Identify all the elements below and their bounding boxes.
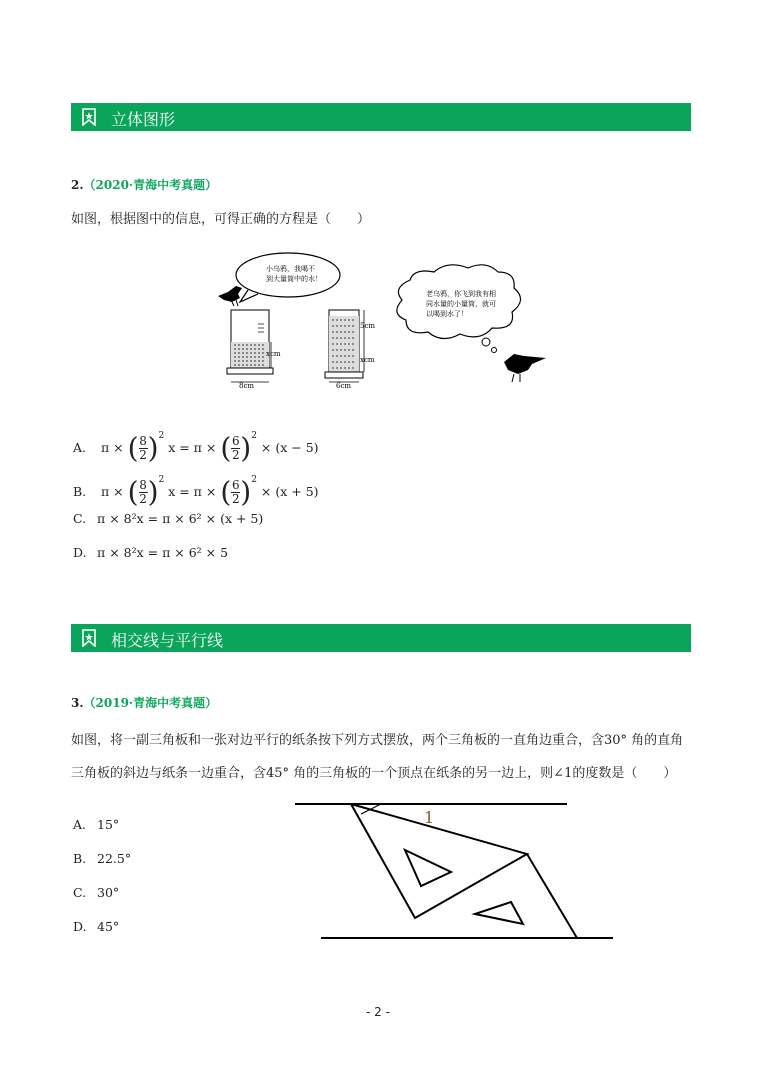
section-title: 立体图形: [111, 110, 176, 129]
page-number: - 2 -: [366, 1005, 390, 1019]
bookmark-star-icon: [82, 108, 96, 126]
option-a-formula: π × ( $\frac{8}{2}$ )$^2$ x = π × ( $\frac{6}{2}$ )$^2$ × (x − 5): [100, 431, 319, 465]
option-c-text: π × 8²x = π × 6² × (x + 5): [97, 511, 264, 526]
option-a[interactable]: A. π × ( $\frac{8}{2}$ )$^2$ x = π × ( $\frac{6}{2}$ )$^2$ × (x − 5): [73, 431, 319, 465]
question-source: （2020·青海中考真题）: [83, 178, 218, 192]
bubble2-text: 老乌鸦，你飞到我有相同水量的小量筒，就可以喝到水了！: [426, 290, 496, 318]
option-c[interactable]: C. π × 8²x = π × 6² × (x + 5): [73, 511, 264, 526]
question-text: 如图，根据图中的信息，可得正确的方程是（ ）: [71, 212, 371, 227]
option-d-text: π × 8²x = π × 6² × 5: [97, 545, 229, 560]
left-height-label: xcm: [266, 350, 281, 358]
option-a[interactable]: A. 15°: [73, 817, 120, 832]
question-header: [71, 694, 217, 711]
question-text-line2: 三角板的斜边与纸条一边重合，含45° 角的三角板的一个顶点在纸条的另一边上，则∠1的度数是（ ）: [71, 766, 677, 781]
left-width-label: 8cm: [239, 382, 255, 390]
section-header-intersecting-parallel-lines: [71, 624, 691, 652]
option-c[interactable]: C. 30°: [73, 885, 120, 900]
option-d[interactable]: D. π × 8²x = π × 6² × 5: [73, 545, 229, 560]
option-b[interactable]: B. π × ( $\frac{8}{2}$ )$^2$ x = π × ( $\frac{6}{2}$ )$^2$ × (x + 5): [73, 475, 319, 509]
section-title: 相交线与平行线: [111, 631, 224, 650]
section-header-solid-figures: [71, 103, 691, 131]
option-b-text: 22.5°: [97, 851, 132, 866]
question-header: [71, 176, 217, 193]
option-b[interactable]: B. 22.5°: [73, 851, 132, 866]
right-height-label: xcm: [360, 356, 375, 364]
bookmark-star-icon: [82, 629, 96, 647]
right-top-label: 5cm: [360, 322, 376, 330]
question-number: 3.: [71, 696, 84, 710]
question-text: [71, 728, 701, 786]
option-b-formula: π × ( $\frac{8}{2}$ )$^2$ x = π × ( $\frac{6}{2}$ )$^2$ × (x + 5): [100, 475, 319, 509]
angle-1-label: 1: [424, 808, 435, 827]
question-source: （2019·青海中考真题）: [83, 696, 218, 710]
cylinders-crow-figure: [214, 250, 552, 390]
right-width-label: 6cm: [336, 382, 352, 390]
option-c-text: 30°: [97, 885, 120, 900]
option-a-text: 15°: [97, 817, 120, 832]
question-number: 2.: [71, 178, 84, 192]
option-d[interactable]: D. 45°: [73, 919, 120, 934]
triangles-paper-strip-figure: [295, 800, 615, 945]
bubble1-text: 小乌鸦，我喝不到大量筒中的水！: [266, 265, 322, 283]
question-text-line1: 如图，将一副三角板和一张对边平行的纸条按下列方式摆放，两个三角板的一直角边重合，含30° 角的直角: [71, 733, 684, 748]
option-d-text: 45°: [97, 919, 120, 934]
